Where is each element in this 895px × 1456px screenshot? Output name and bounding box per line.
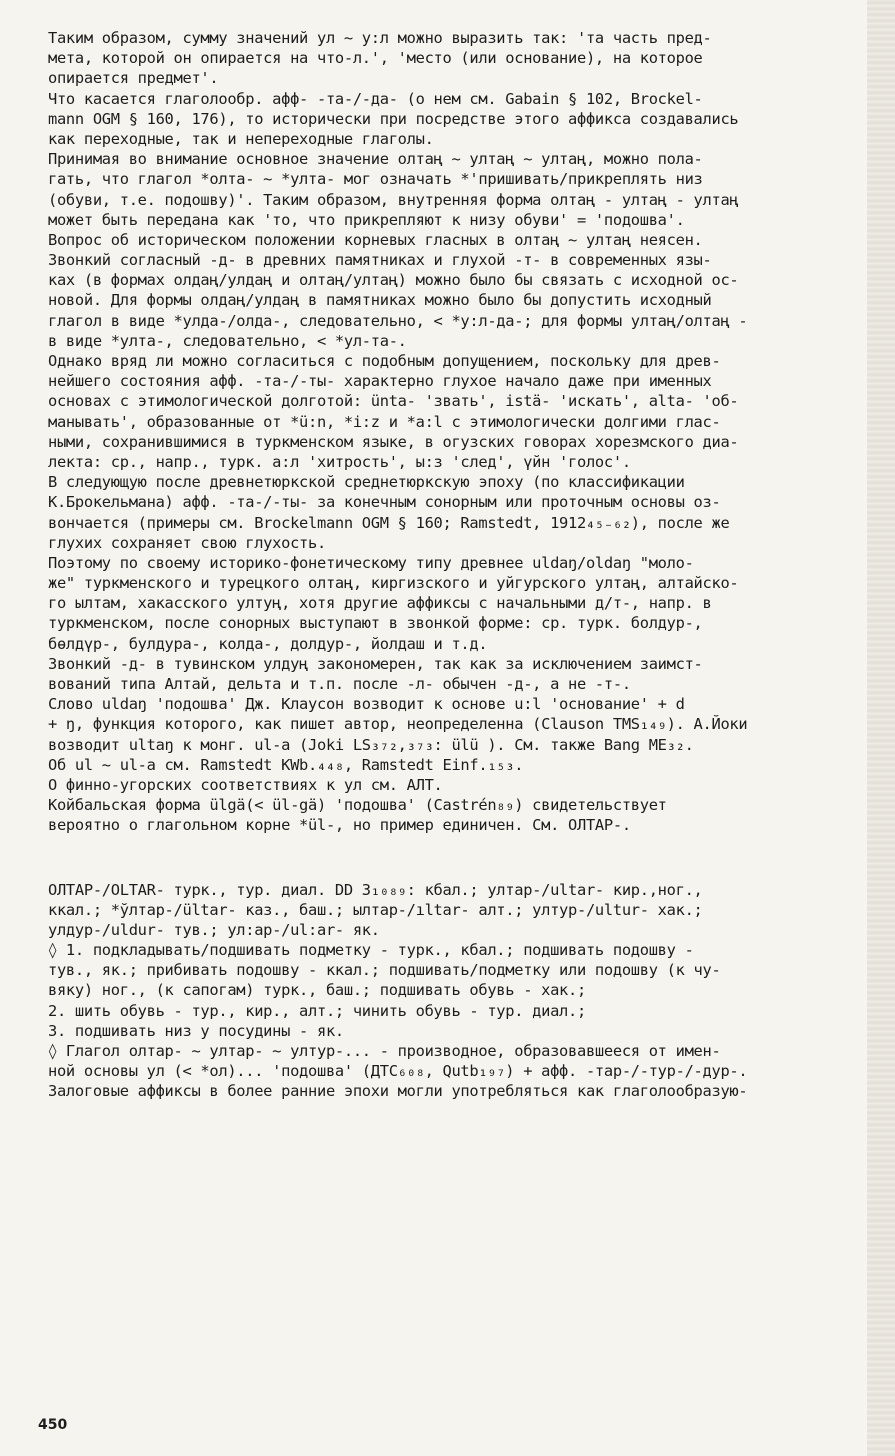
text-line: гать, что глагол *олта- ~ *ултa- мог означать *'пришивать/прикреплять низ bbox=[48, 170, 703, 189]
text-line: вончается (примеры см. Brockelmann OGM § 160; Ramstedt, 1912₄₅₋₆₂), после же bbox=[48, 513, 730, 532]
text-line: Койбальская форма ülgä(< ül-gä) 'подошва' (Castrén₈₉) свидетельствует bbox=[48, 796, 667, 815]
text-line: лекта: ср., напр., турк. а:л 'хитрость', ы:з 'след', үйн 'голос'. bbox=[48, 452, 631, 471]
page-number: 450 bbox=[38, 1417, 68, 1433]
text-line: ОЛТАР-/OLTAR- турк., тур. диал. DD 3₁₀₈₉: кбал.; ултар-/ultar- кир.,ног., bbox=[48, 880, 703, 899]
text-line: глагол в виде *улда-/олда-, следовательно, < *у:л-да-; для формы ултаң/олтаң - bbox=[48, 311, 748, 330]
text-line: Таким образом, сумму значений ул ~ у:л можно выразить так: 'та часть пред- bbox=[48, 29, 712, 47]
text-line: тув., як.; прибивать подошву - ккал.; подшивать/подметку или подошву (к чу- bbox=[48, 961, 721, 980]
text-line: 2. шить обувь - тур., кир., алт.; чинить обувь - тур. диал.; bbox=[48, 1001, 586, 1020]
section-gap bbox=[48, 836, 856, 858]
text-line: Об ul ~ ul-a см. Ramstedt KWb.₄₄₈, Ramstedt Einf.₁₅₃. bbox=[48, 755, 524, 774]
text-line: основах с этимологической долготой: ünta- 'звать', istä- 'искать', alta- 'об- bbox=[48, 392, 739, 411]
text-line: возводит ultaŋ к монг. ul-a (Joki LS₃₇₂,₃₇₃: ülü ). См. также Bang ME₃₂. bbox=[48, 735, 694, 754]
text-line: Принимая во внимание основное значение олтаң ~ ултаң ~ ултаң, можно пола- bbox=[48, 150, 703, 169]
text-line: (обуви, т.е. подошву)'. Таким образом, внутренняя форма олтаң - ултаң - ултаң bbox=[48, 190, 739, 209]
text-line: может быть передана как 'то, что прикрепляют к низу обуви' = 'подошва'. bbox=[48, 210, 685, 229]
main-paragraphs bbox=[48, 28, 856, 836]
text-line: mann OGM § 160, 176), то исторически при посредстве этого аффикса создавались bbox=[48, 109, 739, 128]
text-line: Звонкий согласный -д- в древних памятниках и глухой -т- в современных язы- bbox=[48, 251, 712, 270]
text-line: бөлдүр-, булдура-, колда-, долдур-, йолдаш и т.д. bbox=[48, 634, 488, 653]
page-edge-shadow bbox=[867, 0, 895, 1456]
text-line: улдур-/uldur- тув.; ул:ар-/ul:ar- як. bbox=[48, 920, 380, 939]
text-line: нейшего состояния афф. -та-/-ты- характерно глухое начало даже при именных bbox=[48, 372, 712, 391]
text-line: манывать', образованные от *ü:n, *i:z и *a:l с этимологически долгими глас- bbox=[48, 412, 721, 431]
text-line: глухих сохраняет свою глухость. bbox=[48, 533, 326, 552]
text-line: опирается предмет'. bbox=[48, 69, 219, 88]
dictionary-entry bbox=[48, 880, 856, 1102]
text-line: ◊ Глагол олтар- ~ ултар- ~ ултур-... - производное, образовавшееся от имен- bbox=[48, 1042, 721, 1060]
text-line: Залоговые аффиксы в более ранние эпохи могли употребляться как глаголообразую- bbox=[48, 1082, 748, 1101]
text-line: ными, сохранившимися в туркменском языке, в огузских говорах хорезмского диа- bbox=[48, 432, 739, 451]
text-line: В следующую после древнетюркской среднетюркскую эпоху (по классификации bbox=[48, 473, 685, 492]
text-line: как переходные, так и непереходные глаголы. bbox=[48, 129, 434, 148]
text-line: Слово uldaŋ 'подошва' Дж. Клаусон возводит к основе u:l 'основание' + d bbox=[48, 695, 685, 714]
text-line: вований типа Алтай, дельта и т.п. после -л- обычен -д-, а не -т-. bbox=[48, 675, 631, 693]
text-line: ◊ 1. подкладывать/подшивать подметку - турк., кбал.; подшивать подошву - bbox=[48, 941, 694, 960]
body-text bbox=[48, 28, 856, 1102]
text-line: ккал.; *ўлтар-/ültar- каз., баш.; ылтар-/ıltar- алт.; ултур-/ultur- хак.; bbox=[48, 900, 703, 919]
section-gap bbox=[48, 858, 856, 880]
text-line: вероятно о глагольном корне *ül-, но пример единичен. См. ОЛТАР-. bbox=[48, 816, 631, 835]
text-line: + ŋ, функция которого, как пишет автор, неопределенна (Clauson TMS₁₄₉). А.Йоки bbox=[48, 715, 748, 734]
text-line: Однако вряд ли можно согласиться с подобным допущением, поскольку для древ- bbox=[48, 352, 721, 370]
text-line: вяку) ног., (к сапогам) турк., баш.; подшивать обувь - хак.; bbox=[48, 981, 586, 1000]
text-line: го ылтам, хакасского ултуң, хотя другие аффиксы с начальными д/т-, напр. в bbox=[48, 594, 712, 613]
text-line: ках (в формах олдаң/улдаң и олтаң/ултаң) можно было бы связать с исходной ос- bbox=[48, 271, 739, 290]
text-line: мета, которой он опирается на что-л.', 'место (или основание), на которое bbox=[48, 49, 703, 68]
text-line: Звонкий -д- в тувинском улдуң закономерен, так как за исключением заимст- bbox=[48, 654, 703, 673]
text-line: О финно-угорских соответствиях к ул см. АЛТ. bbox=[48, 775, 443, 794]
text-line: в виде *улта-, следовательно, < *ул-та-. bbox=[48, 331, 407, 350]
text-line: Вопрос об историческом положении корневых гласных в олтаң ~ ултаң неясен. bbox=[48, 230, 703, 249]
text-line: 3. подшивать низ у посудины - як. bbox=[48, 1021, 344, 1040]
text-line: туркменском, после сонорных выступают в звонкой форме: ср. турк. болдур-, bbox=[48, 614, 703, 633]
text-line: ной основы ул (< *ол)... 'подошва' (ДТС₆₀₈, Qutb₁₉₇) + афф. -тар-/-тур-/-дур-. bbox=[48, 1062, 748, 1081]
text-line: К.Брокельмана) афф. -та-/-ты- за конечным сонорным или проточным основы оз- bbox=[48, 493, 721, 512]
text-line: новой. Для формы олдаң/улдаң в памятниках можно было бы допустить исходный bbox=[48, 291, 712, 310]
text-line: же" туркменского и турецкого олтаң, киргизского и уйгурского ултаң, алтайско- bbox=[48, 574, 739, 593]
text-line: Что касается глаголообр. афф- -та-/-да- (о нем см. Gabain § 102, Brockel- bbox=[48, 89, 703, 108]
text-line: Поэтому по своему историко-фонетическому типу древнее uldaŋ/oldaŋ "моло- bbox=[48, 553, 694, 572]
